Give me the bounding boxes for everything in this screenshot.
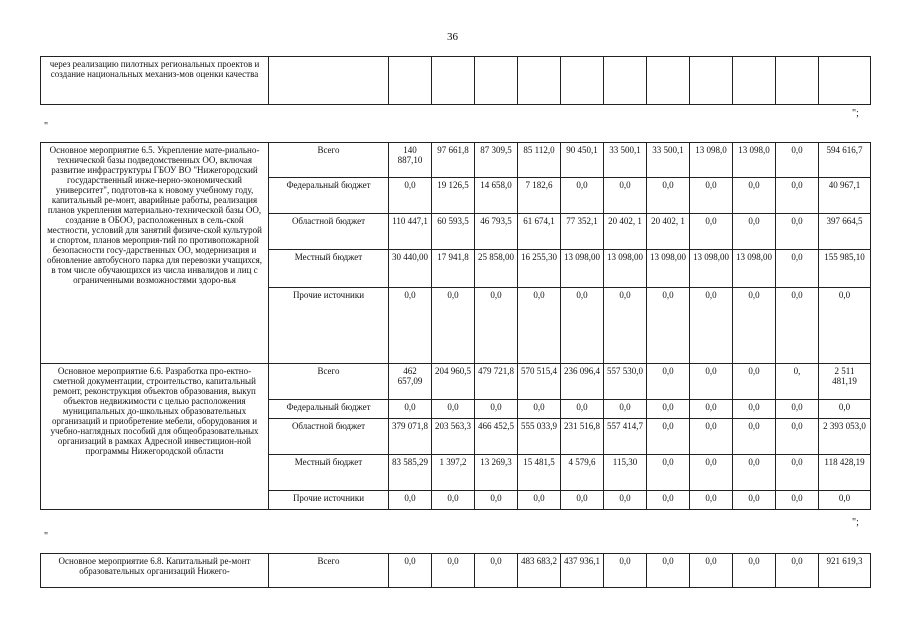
value-cell: 0,0 (690, 364, 733, 400)
closing-quote: "; (852, 517, 859, 528)
value-cell: 236 096,4 (561, 364, 604, 400)
value-cell: 0,0 (733, 400, 776, 419)
value-cell: 0,0 (432, 288, 475, 364)
value-cell: 0,0 (776, 400, 819, 419)
value-cell: 0,0 (819, 288, 871, 364)
value-cell: 379 071,8 (389, 419, 432, 455)
value-cell: 13 098,00 (690, 250, 733, 288)
opening-quote: " (44, 531, 49, 542)
funding-source: Местный бюджет (269, 250, 389, 288)
value-cell: 25 858,00 (475, 250, 518, 288)
value-cell: 7 182,6 (518, 178, 561, 214)
value-cell: 437 936,1 (561, 554, 604, 588)
value-cell: 0,0 (647, 455, 690, 491)
value-cell: 140 887,10 (389, 143, 432, 178)
value-cell: 0,0 (776, 491, 819, 510)
value-cell: 555 033,9 (518, 419, 561, 455)
value-cell: 46 793,5 (475, 214, 518, 250)
value-cell: 0,0 (604, 491, 647, 510)
value-cell: 0,0 (647, 554, 690, 588)
value-cell: 0,0 (733, 214, 776, 250)
value-cell: 13 098,0 (733, 143, 776, 178)
value-cell: 0,0 (604, 400, 647, 419)
value-cell: 0,0 (776, 554, 819, 588)
value-cell: 0,0 (389, 491, 432, 510)
value-cell: 397 664,5 (819, 214, 871, 250)
value-cell: 0,0 (389, 400, 432, 419)
value-cell: 0,0 (776, 288, 819, 364)
value-cell: 13 098,00 (604, 250, 647, 288)
value-cell: 0,0 (647, 400, 690, 419)
value-cell: 2 511 481,19 (819, 364, 871, 400)
value-cell: 0,0 (561, 288, 604, 364)
value-cell: 466 452,5 (475, 419, 518, 455)
value-cell: 0,0 (518, 400, 561, 419)
value-cell: 0,0 (561, 400, 604, 419)
value-cell: 0,0 (518, 491, 561, 510)
value-cell: 0,0 (475, 288, 518, 364)
funding-source: Всего (269, 364, 389, 400)
value-cell: 0,0 (561, 178, 604, 214)
value-cell: 0,0 (690, 554, 733, 588)
measure-description: Основное мероприятие 6.8. Капитальный ре-монт образовательных организаций Нижего- (41, 554, 269, 588)
value-cell: 0, (776, 364, 819, 400)
value-cell: 19 126,5 (432, 178, 475, 214)
value-cell: 0,0 (776, 178, 819, 214)
table-row (41, 554, 871, 588)
value-cell: 0,0 (690, 288, 733, 364)
value-cell: 0,0 (819, 491, 871, 510)
value-cell: 0,0 (389, 178, 432, 214)
value-cell: 87 309,5 (475, 143, 518, 178)
value-cell: 13 269,3 (475, 455, 518, 491)
value-cell: 77 352,1 (561, 214, 604, 250)
value-cell: 17 941,8 (432, 250, 475, 288)
value-cell: 20 402, 1 (647, 214, 690, 250)
value-cell: 0,0 (647, 364, 690, 400)
value-cell: 0,0 (475, 491, 518, 510)
value-cell: 921 619,3 (819, 554, 871, 588)
measure-68-table (40, 553, 871, 588)
measure-description: Основное мероприятие 6.6. Разработка про-ектно-сметной документации, строительство, капитальный ремонт, реконструкция объектов образования, выкуп объектов недвижимости с целью расположения муниципальных до-школьных образовательных организаций и приобретение мебели, оборудования и учебно-наглядных пособий для общеобразовательных организаций в рамках Адресной инвестицион-ной программы Нижегородской области (41, 364, 269, 510)
value-cell: 0,0 (690, 419, 733, 455)
value-cell: 0,0 (733, 491, 776, 510)
value-cell: 118 428,19 (819, 455, 871, 491)
value-cell: 15 481,5 (518, 455, 561, 491)
funding-source: Прочие источники (269, 491, 389, 510)
value-cell: 0,0 (690, 178, 733, 214)
value-cell: 61 674,1 (518, 214, 561, 250)
value-cell: 0,0 (647, 419, 690, 455)
value-cell: 0,0 (432, 400, 475, 419)
value-cell: 0,0 (475, 400, 518, 419)
value-cell: 0,0 (776, 250, 819, 288)
value-cell: 16 255,30 (518, 250, 561, 288)
value-cell: 0,0 (647, 178, 690, 214)
value-cell: 90 450,1 (561, 143, 604, 178)
value-cell: 13 098,0 (690, 143, 733, 178)
value-cell: 204 960,5 (432, 364, 475, 400)
funding-source: Всего (269, 143, 389, 178)
value-cell: 0,0 (733, 419, 776, 455)
value-cell: 0,0 (733, 554, 776, 588)
value-cell: 13 098,00 (561, 250, 604, 288)
funding-source: Всего (269, 554, 389, 588)
value-cell: 0,0 (776, 214, 819, 250)
value-cell: 0,0 (389, 554, 432, 588)
value-cell: 0,0 (690, 455, 733, 491)
value-cell: 462 657,09 (389, 364, 432, 400)
value-cell: 203 563,3 (432, 419, 475, 455)
value-cell: 0,0 (518, 288, 561, 364)
value-cell: 0,0 (647, 491, 690, 510)
closing-quote: "; (852, 108, 859, 119)
value-cell: 1 397,2 (432, 455, 475, 491)
value-cell: 110 447,1 (389, 214, 432, 250)
page-number: 36 (447, 31, 458, 43)
funding-source: Областной бюджет (269, 419, 389, 455)
value-cell: 97 661,8 (432, 143, 475, 178)
continuation-table (40, 56, 871, 105)
value-cell: 0,0 (475, 554, 518, 588)
value-cell: 13 098,00 (733, 250, 776, 288)
measures-table (40, 142, 871, 510)
value-cell: 570 515,4 (518, 364, 561, 400)
value-cell: 0,0 (690, 214, 733, 250)
value-cell: 0,0 (733, 178, 776, 214)
value-cell: 40 967,1 (819, 178, 871, 214)
measure-description: Основное мероприятие 6.5. Укрепление мате-риально-технической базы подведомственных ОО, включая развитие инфраструктуры ГБОУ ВО "Нижегородский государственный инже-нерно-экономический университет", подготов-ка к новому учебному году, капитальный ре-монт, аварийные работы, реализация планов укрепления материально-технической базы ОО, создание в ОБОО, расположенных в сель-ской местности, условий для занятий физиче-ской культурой и спортом, планов мероприя-тий по противопожарной безопасности госу-дарственных ОО, модернизация и обновление автобусного парка для перевозки учащихся, в том числе обучающихся из числа инвалидов и лиц с ограниченными возможностями здоро-вья (41, 143, 269, 364)
value-cell: 0,0 (690, 400, 733, 419)
value-cell: 594 616,7 (819, 143, 871, 178)
value-cell: 483 683,2 (518, 554, 561, 588)
value-cell: 13 098,00 (647, 250, 690, 288)
value-cell: 155 985,10 (819, 250, 871, 288)
opening-quote: " (44, 121, 49, 132)
value-cell: 557 414,7 (604, 419, 647, 455)
funding-source: Федеральный бюджет (269, 178, 389, 214)
value-cell: 0,0 (690, 491, 733, 510)
value-cell: 231 516,8 (561, 419, 604, 455)
value-cell: 557 530,0 (604, 364, 647, 400)
value-cell: 2 393 053,0 (819, 419, 871, 455)
value-cell: 0,0 (776, 419, 819, 455)
value-cell: 85 112,0 (518, 143, 561, 178)
value-cell: 83 585,29 (389, 455, 432, 491)
value-cell: 0,0 (604, 288, 647, 364)
value-cell: 0,0 (776, 143, 819, 178)
value-cell: 0,0 (432, 554, 475, 588)
value-cell: 479 721,8 (475, 364, 518, 400)
table-row (41, 143, 871, 178)
funding-source: Местный бюджет (269, 455, 389, 491)
value-cell: 0,0 (604, 554, 647, 588)
value-cell: 0,0 (389, 288, 432, 364)
value-cell: 60 593,5 (432, 214, 475, 250)
value-cell: 0,0 (561, 491, 604, 510)
table-row (41, 57, 871, 105)
value-cell: 33 500,1 (647, 143, 690, 178)
value-cell: 14 658,0 (475, 178, 518, 214)
funding-source: Областной бюджет (269, 214, 389, 250)
value-cell: 115,30 (604, 455, 647, 491)
table-row (41, 364, 871, 400)
value-cell: 0,0 (776, 455, 819, 491)
funding-source: Федеральный бюджет (269, 400, 389, 419)
value-cell: 0,0 (647, 288, 690, 364)
value-cell: 0,0 (819, 400, 871, 419)
funding-source: Прочие источники (269, 288, 389, 364)
value-cell: 0,0 (432, 491, 475, 510)
value-cell: 4 579,6 (561, 455, 604, 491)
value-cell: 33 500,1 (604, 143, 647, 178)
value-cell: 0,0 (604, 178, 647, 214)
value-cell: 20 402, 1 (604, 214, 647, 250)
value-cell: 0,0 (733, 288, 776, 364)
value-cell: 30 440,00 (389, 250, 432, 288)
value-cell: 0,0 (733, 364, 776, 400)
value-cell: 0,0 (733, 455, 776, 491)
measure-description: через реализацию пилотных региональных проектов и создание национальных механиз-мов оценки качества (41, 57, 269, 105)
